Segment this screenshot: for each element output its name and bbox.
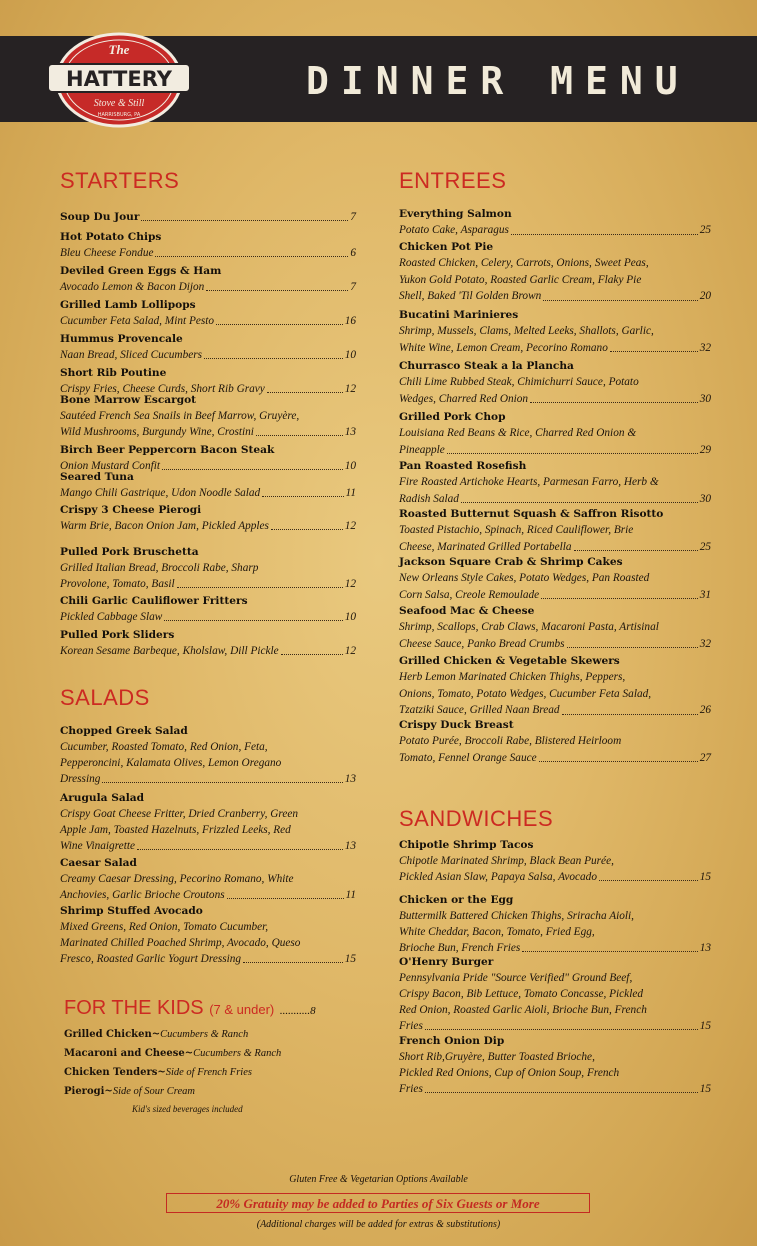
hattery-logo (46, 30, 192, 128)
menu-item-name: Caesar Salad (60, 857, 137, 869)
menu-item (60, 503, 356, 534)
menu-item-name: French Onion Dip (399, 1035, 505, 1047)
menu-item-description: Toasted Pistachio, Spinach, Riced Cauliflower, Brie (399, 524, 634, 536)
menu-item (60, 904, 356, 967)
menu-item-description: Shell, Baked 'Til Golden Brown (399, 290, 542, 302)
menu-item-description: Pepperoncini, Kalamata Olives, Lemon Oregano (60, 757, 282, 769)
menu-item-price: 32 (699, 637, 711, 650)
menu-item-description: Radish Salad (399, 492, 459, 505)
menu-item-description: Chili Lime Rubbed Steak, Chimichurri Sauce, Potato (399, 376, 639, 388)
menu-item-price: 10 (344, 460, 356, 472)
menu-item (60, 210, 356, 225)
menu-item-description: Apple Jam, Toasted Hazelnuts, Frizzled Leeks, Red (60, 824, 291, 836)
menu-item-description: Louisiana Red Beans & Rice, Charred Red Onion & (399, 427, 637, 439)
menu-item-name: Crispy 3 Cheese Pierogi (60, 504, 202, 516)
menu-item-description: Wine Vinaigrette (60, 840, 135, 852)
kids-item: Macaroni and Cheese~Cucumbers & Ranch (64, 1048, 282, 1059)
menu-item-description: Mango Chili Gastrique, Udon Noodle Salad (60, 487, 261, 499)
menu-item-price: 11 (345, 889, 356, 901)
menu-item-price: 27 (699, 751, 711, 764)
svg-text:HARRISBURG, PA: HARRISBURG, PA (97, 112, 141, 118)
dot-leader (574, 539, 698, 552)
menu-item-description: Pickled Asian Slaw, Papaya Salsa, Avocado (399, 871, 597, 883)
menu-item (399, 893, 711, 956)
menu-item (60, 724, 356, 787)
menu-item-price: 12 (344, 520, 356, 532)
menu-item-description: Onion Mustard Confit (60, 460, 161, 472)
dot-leader (281, 643, 343, 655)
dot-leader (177, 576, 343, 588)
menu-item-description: New Orleans Style Cakes, Potato Wedges, Pan Roasted (399, 572, 650, 584)
menu-item-description: Provolone, Tomato, Basil (60, 578, 175, 590)
menu-item (399, 240, 711, 305)
menu-item-name: Pan Roasted Rosefish (399, 460, 527, 472)
sandwiches-title: SANDWICHES (399, 806, 554, 831)
menu-item-description: Wild Mushrooms, Burgundy Wine, Crostini (60, 426, 254, 438)
menu-item-name: Shrimp Stuffed Avocado (60, 905, 203, 917)
menu-item-description: Brioche Bun, French Fries (399, 942, 521, 954)
menu-item-name: Crispy Duck Breast (399, 719, 514, 731)
menu-item (399, 555, 711, 603)
menu-item-name: Bone Marrow Escargot (60, 394, 197, 406)
menu-item-description: Marinated Chilled Poached Shrimp, Avocado, Queso (60, 937, 301, 949)
menu-item (60, 393, 356, 440)
menu-item-price: 25 (699, 224, 711, 236)
menu-item-name: Everything Salmon (399, 208, 512, 220)
menu-item (399, 955, 711, 1034)
menu-item-name: Pulled Pork Sliders (60, 629, 175, 641)
menu-item-name: Hummus Provencale (60, 333, 183, 345)
dot-leader (271, 518, 343, 530)
menu-item-name: Chicken Pot Pie (399, 241, 494, 253)
entrees-title: ENTREES (399, 168, 507, 193)
menu-item-description: Shrimp, Mussels, Clams, Melted Leeks, Shallots, Garlic, (399, 325, 654, 337)
menu-item-price: 15 (699, 871, 711, 883)
menu-item-description: Red Onion, Roasted Garlic Aioli, Brioche Bun, French (399, 1004, 647, 1016)
menu-item-price: 32 (699, 341, 711, 354)
menu-item-name: Soup Du Jour (60, 211, 140, 223)
menu-item (399, 359, 711, 407)
page-title: DINNER MENU (306, 59, 690, 103)
menu-item (399, 718, 711, 766)
dot-leader (543, 288, 697, 301)
menu-item-description: Fries (399, 1020, 423, 1032)
menu-item (60, 230, 356, 261)
menu-item-description: Buttermilk Battered Chicken Thighs, Sriracha Aioli, (399, 910, 635, 922)
menu-item-description: Pickled Red Onions, Cup of Onion Soup, French (399, 1067, 620, 1079)
menu-item-price: 12 (344, 645, 356, 657)
menu-item-description: Roasted Chicken, Celery, Carrots, Onions, Sweet Peas, (399, 257, 649, 269)
menu-item-description: Avocado Lemon & Bacon Dijon (60, 281, 205, 293)
menu-item-name: Hot Potato Chips (60, 231, 162, 243)
menu-item-name: Churrasco Steak a la Plancha (399, 360, 574, 372)
menu-item-description: White Wine, Lemon Cream, Pecorino Romano (399, 341, 608, 354)
menu-item-name: Seafood Mac & Cheese (399, 605, 535, 617)
menu-item-name: Birch Beer Peppercorn Bacon Steak (60, 444, 275, 456)
menu-item-price: 15 (699, 1083, 711, 1095)
menu-item (60, 594, 356, 625)
menu-item-price: 30 (699, 392, 711, 405)
menu-item (60, 791, 356, 854)
menu-item-description: Cucumber, Roasted Tomato, Red Onion, Feta, (60, 741, 268, 753)
menu-item-name: Arugula Salad (60, 792, 144, 804)
menu-item-description: Creamy Caesar Dressing, Pecorino Romano, White (60, 873, 294, 885)
menu-item-name: Grilled Chicken & Vegetable Skewers (399, 655, 620, 667)
menu-item (399, 308, 711, 356)
dot-leader (256, 424, 343, 436)
menu-item-description: Potato Purée, Broccoli Rabe, Blistered Heirloom (399, 735, 622, 747)
dot-leader (204, 347, 343, 359)
menu-item-description: Crispy Fries, Cheese Curds, Short Rib Gravy (60, 383, 265, 395)
menu-item-price: 20 (699, 290, 711, 302)
menu-item (60, 298, 356, 329)
menu-item-description: Cheese Sauce, Panko Bread Crumbs (399, 637, 565, 650)
menu-item-name: Chipotle Shrimp Tacos (399, 839, 534, 851)
menu-item-description: Fire Roasted Artichoke Hearts, Parmesan Farro, Herb & (399, 476, 659, 488)
menu-item (399, 207, 711, 239)
menu-item-description: Corn Salsa, Creole Remoulade (399, 588, 540, 601)
dot-leader (267, 381, 343, 393)
gratuity-notice: 20% Gratuity may be added to Parties of Six Guests or More (166, 1193, 590, 1213)
menu-item-price: 15 (699, 1020, 711, 1032)
dot-leader (541, 587, 698, 600)
menu-item (399, 459, 711, 507)
menu-item (399, 410, 711, 458)
menu-item-name: Deviled Green Eggs & Ham (60, 265, 222, 277)
kids-title: FOR THE KIDS (7 & under) ...........8 (64, 997, 316, 1019)
svg-text:The: The (108, 42, 130, 57)
menu-item (60, 332, 356, 363)
menu-item-description: Crispy Bacon, Bib Lettuce, Tomato Concasse, Pickled (399, 988, 644, 1000)
menu-item-name: Seared Tuna (60, 471, 134, 483)
menu-item-price: 13 (344, 840, 356, 852)
menu-item-name: Pulled Pork Bruschetta (60, 546, 199, 558)
menu-item-description: Wedges, Charred Red Onion (399, 392, 529, 405)
dot-leader (141, 210, 348, 221)
menu-item-price: 12 (344, 578, 356, 590)
menu-item-price: 7 (350, 281, 356, 293)
dot-leader (155, 245, 348, 257)
dot-leader (511, 222, 698, 235)
menu-item (399, 507, 711, 555)
menu-item-description: Short Rib,Gruyère, Butter Toasted Brioche, (399, 1051, 595, 1063)
svg-text:Stove & Still: Stove & Still (93, 98, 145, 109)
kids-item: Chicken Tenders~Side of French Fries (64, 1067, 252, 1078)
menu-item-name: Bucatini Marinieres (399, 309, 519, 321)
menu-item-description: Cucumber Feta Salad, Mint Pesto (60, 315, 215, 327)
dot-leader (461, 491, 698, 504)
menu-item-description: Crispy Goat Cheese Fritter, Dried Cranberry, Green (60, 808, 299, 820)
menu-item (60, 628, 356, 659)
menu-item (399, 604, 711, 652)
dot-leader (243, 951, 343, 963)
menu-item-name: Short Rib Poutine (60, 367, 167, 379)
menu-item-description: Tzatziki Sauce, Grilled Naan Bread (399, 704, 560, 716)
dot-leader (262, 485, 343, 497)
dot-leader (447, 442, 698, 455)
menu-item-description: Onions, Tomato, Potato Wedges, Cucumber Feta Salad, (399, 687, 652, 700)
dot-leader (162, 458, 343, 470)
menu-item-price: 13 (344, 426, 356, 438)
menu-item-price: 31 (699, 588, 711, 601)
menu-item-price: 13 (699, 942, 711, 954)
dot-leader (137, 838, 343, 850)
menu-item-description: Grilled Italian Bread, Broccoli Rabe, Sharp (60, 562, 259, 574)
menu-item-description: Naan Bread, Sliced Cucumbers (60, 349, 203, 361)
starters-title: STARTERS (60, 168, 180, 193)
menu-item-description: Tomato, Fennel Orange Sauce (399, 751, 537, 764)
menu-item-name: Chopped Greek Salad (60, 725, 188, 737)
menu-item-price: 7 (350, 211, 356, 223)
menu-item-description: Pineapple (399, 443, 445, 456)
dot-leader (562, 702, 698, 715)
menu-item-price: 10 (344, 349, 356, 361)
menu-item-description: Fries (399, 1083, 423, 1095)
menu-item-description: Bleu Cheese Fondue (60, 247, 154, 259)
menu-item-price: 16 (344, 315, 356, 327)
menu-item-price: 25 (699, 540, 711, 553)
menu-item-description: Cheese, Marinated Grilled Portabella (399, 540, 572, 553)
dot-leader (530, 391, 698, 404)
menu-item (399, 654, 711, 719)
menu-item-price: 26 (699, 704, 711, 716)
menu-item-price: 11 (345, 487, 356, 499)
salads-title: SALADS (60, 685, 150, 710)
menu-item-price: 13 (344, 773, 356, 785)
menu-item-description: Potato Cake, Asparagus (399, 224, 509, 236)
menu-item-description: Anchovies, Garlic Brioche Croutons (60, 889, 225, 901)
menu-item-description: Yukon Gold Potato, Roasted Garlic Cream, Flaky Pie (399, 273, 642, 286)
additional-charges-note: (Additional charges will be added for extras & substitutions) (256, 1219, 501, 1230)
menu-item-price: 29 (699, 443, 711, 456)
dot-leader (227, 887, 344, 899)
kids-item: Grilled Chicken~Cucumbers & Ranch (64, 1029, 249, 1040)
menu-item-description: Sautéed French Sea Snails in Beef Marrow, Gruyère, (60, 410, 300, 422)
menu-item (399, 1034, 711, 1097)
menu-item-name: O'Henry Burger (399, 956, 494, 968)
menu-item (399, 838, 711, 885)
menu-item-price: 30 (699, 492, 711, 505)
dot-leader (206, 279, 348, 291)
menu-item-price: 12 (344, 383, 356, 395)
dot-leader (610, 340, 698, 353)
dot-leader (522, 940, 697, 952)
menu-item (60, 545, 356, 592)
menu-item-description: Dressing (60, 773, 101, 785)
menu-item-description: Herb Lemon Marinated Chicken Thighs, Peppers, (399, 671, 626, 683)
menu-item-description: Shrimp, Scallops, Crab Claws, Macaroni Pasta, Artisinal (399, 621, 659, 633)
kids-item: Pierogi~Side of Sour Cream (64, 1086, 195, 1097)
menu-item-name: Roasted Butternut Squash & Saffron Risotto (399, 508, 664, 520)
svg-text:HATTERY: HATTERY (66, 67, 172, 91)
menu-item-name: Grilled Pork Chop (399, 411, 506, 423)
menu-item-description: Korean Sesame Barbeque, Kholslaw, Dill Pickle (60, 645, 279, 657)
menu-item-description: Mixed Greens, Red Onion, Tomato Cucumber, (60, 921, 269, 933)
menu-item (60, 856, 356, 903)
menu-item-price: 15 (344, 953, 356, 965)
menu-item (60, 470, 356, 501)
dot-leader (599, 869, 698, 881)
dot-leader (216, 313, 343, 325)
dietary-options-note: Gluten Free & Vegetarian Options Available (289, 1174, 468, 1185)
menu-item-name: Chicken or the Egg (399, 894, 514, 906)
menu-item-description: White Cheddar, Bacon, Tomato, Fried Egg, (399, 926, 595, 938)
menu-item-description: Fresco, Roasted Garlic Yogurt Dressing (60, 953, 242, 965)
dot-leader (567, 636, 698, 649)
dot-leader (425, 1081, 698, 1093)
dot-leader (102, 771, 342, 783)
menu-item-price: 6 (350, 247, 356, 259)
menu-item-name: Chili Garlic Cauliflower Fritters (60, 595, 248, 607)
menu-item-name: Grilled Lamb Lollipops (60, 299, 196, 311)
dot-leader (425, 1018, 698, 1030)
dot-leader (539, 750, 698, 763)
menu-item-name: Jackson Square Crab & Shrimp Cakes (399, 556, 623, 568)
menu-item (60, 264, 356, 295)
menu-item-description: Pickled Cabbage Slaw (60, 611, 163, 623)
menu-item-description: Warm Brie, Bacon Onion Jam, Pickled Apples (60, 520, 269, 532)
menu-item-description: Pennsylvania Pride "Source Verified" Ground Beef, (399, 972, 633, 984)
menu-item-price: 10 (344, 611, 356, 623)
menu-item-description: Chipotle Marinated Shrimp, Black Bean Purée, (399, 855, 614, 867)
dot-leader (164, 609, 342, 621)
kids-note: Kid's sized beverages included (132, 1104, 243, 1114)
